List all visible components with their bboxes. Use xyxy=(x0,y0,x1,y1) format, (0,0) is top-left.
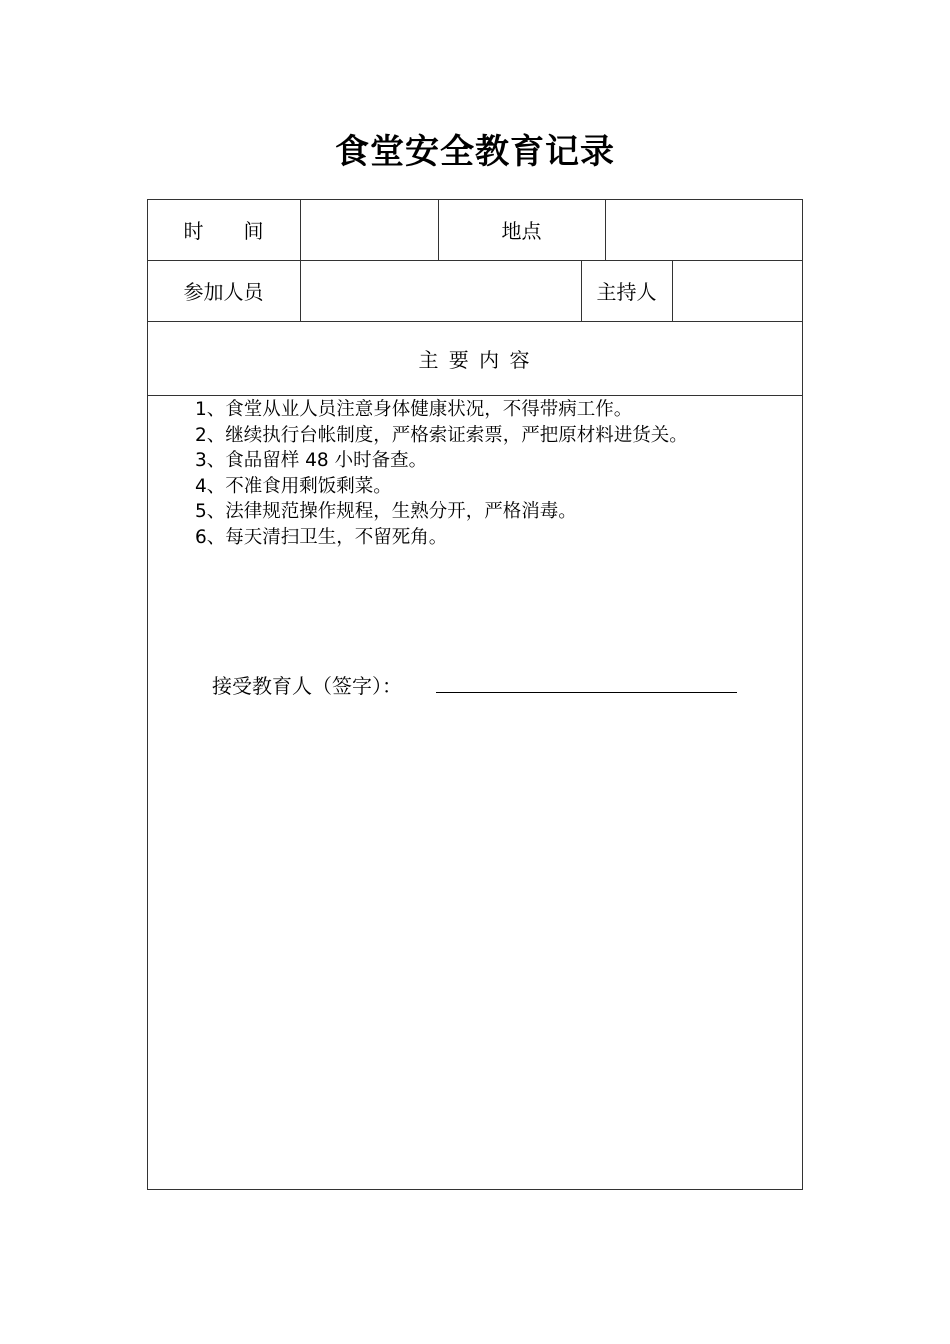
row-divider xyxy=(147,395,803,396)
document-title: 食堂安全教育记录 xyxy=(335,132,615,172)
participants-field[interactable] xyxy=(300,260,581,321)
list-item: 6、每天清扫卫生，不留死角。 xyxy=(195,526,448,548)
list-item: 5、法律规范操作规程，生熟分开，严格消毒。 xyxy=(195,501,577,522)
content-header: 主 要 内 容 xyxy=(418,347,532,372)
location-label: 地点 xyxy=(501,219,542,243)
signature-field[interactable] xyxy=(436,692,737,693)
participants-label: 参加人员 xyxy=(183,280,264,304)
list-item: 1、食堂从业人员注意身体健康状况，不得带病工作。 xyxy=(195,399,633,420)
time-field[interactable] xyxy=(300,199,438,260)
list-item: 4、不准食用剩饭剩菜。 xyxy=(195,475,392,497)
host-label: 主持人 xyxy=(596,280,657,304)
list-item: 2、继续执行台帐制度，严格索证索票，严把原材料进货关。 xyxy=(195,424,688,446)
signature-label: 接受教育人（签字）： xyxy=(212,674,402,698)
content-list xyxy=(195,397,688,550)
host-field[interactable] xyxy=(672,260,803,321)
list-item: 3、食品留样 48 小时备查。 xyxy=(195,450,428,471)
time-label: 时 间 xyxy=(183,219,264,243)
location-field[interactable] xyxy=(605,199,803,260)
